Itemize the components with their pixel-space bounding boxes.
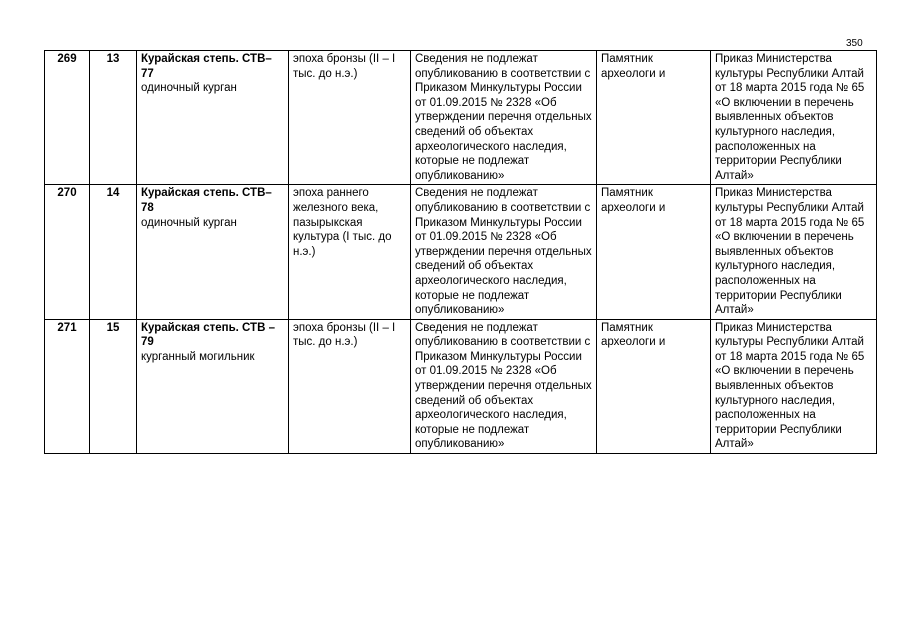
table-body — [45, 51, 877, 454]
document-cell — [711, 319, 877, 453]
category-cell — [597, 185, 711, 319]
heritage-registry-table — [44, 50, 877, 454]
dating-cell — [289, 185, 411, 319]
category-text: Памятник археологи и — [601, 321, 666, 349]
document-text: Приказ Министерства культуры Республики Алтай от 18 марта 2015 года № 65 «О включении в перечень выявленных объектов культурного наследия, расположенных на территории Республики Алтай» — [715, 321, 865, 451]
site-type: курганный могильник — [141, 350, 255, 363]
registry-number-cell: 270 — [45, 185, 90, 319]
category-text: Памятник археологи и — [601, 53, 666, 80]
dating-text: эпоха бронзы (II – I тыс. до н.э.) — [293, 53, 396, 80]
info-text: Сведения не подлежат опубликованию в соответствии с Приказом Минкультуры России от 01.09.2015 № 2328 «Об утверждении перечня отдельных сведений об объектах археологического наследия, которые не подлежат опубликованию» — [415, 187, 592, 317]
site-cell — [137, 319, 289, 453]
document-text: Приказ Министерства культуры Республики Алтай от 18 марта 2015 года № 65 «О включении в перечень выявленных объектов культурного наследия, расположенных на территории Республики Алтай» — [715, 187, 865, 317]
site-cell — [137, 51, 289, 185]
info-text: Сведения не подлежат опубликованию в соответствии с Приказом Минкультуры России от 01.09.2015 № 2328 «Об утверждении перечня отдельных сведений об объектах археологического наследия, которые не подлежат опубликованию» — [415, 321, 592, 451]
local-number-cell: 15 — [90, 319, 137, 453]
info-cell — [411, 51, 597, 185]
site-type: одиночный курган — [141, 216, 237, 229]
dating-cell — [289, 51, 411, 185]
category-text: Памятник археологи и — [601, 187, 666, 214]
info-cell — [411, 185, 597, 319]
dating-text: эпоха раннего железного века, пазырыкская культура (I тыс. до н.э.) — [293, 187, 392, 258]
document-text: Приказ Министерства культуры Республики Алтай от 18 марта 2015 года № 65 «О включении в перечень выявленных объектов культурного наследия, расположенных на территории Республики Алтай» — [715, 53, 865, 182]
local-number-cell: 14 — [90, 185, 137, 319]
local-number-cell: 13 — [90, 51, 137, 185]
site-name: Курайская степь. СТВ– 78 — [141, 187, 272, 214]
document-cell — [711, 185, 877, 319]
site-name: Курайская степь. СТВ– 77 — [141, 53, 272, 80]
table-row — [45, 185, 877, 319]
info-text: Сведения не подлежат опубликованию в соответствии с Приказом Минкультуры России от 01.09.2015 № 2328 «Об утверждении перечня отдельных сведений об объектах археологического наследия, которые не подлежат опубликованию» — [415, 53, 592, 182]
info-cell — [411, 319, 597, 453]
registry-number-cell: 269 — [45, 51, 90, 185]
site-type: одиночный курган — [141, 82, 237, 95]
document-cell — [711, 51, 877, 185]
dating-cell — [289, 319, 411, 453]
category-cell — [597, 51, 711, 185]
registry-number-cell: 271 — [45, 319, 90, 453]
table-row — [45, 51, 877, 185]
category-cell — [597, 319, 711, 453]
site-cell — [137, 185, 289, 319]
page-number: 350 — [846, 38, 863, 49]
dating-text: эпоха бронзы (II – I тыс. до н.э.) — [293, 321, 396, 349]
site-name: Курайская степь. СТВ – 79 — [141, 321, 275, 349]
table-row — [45, 319, 877, 453]
